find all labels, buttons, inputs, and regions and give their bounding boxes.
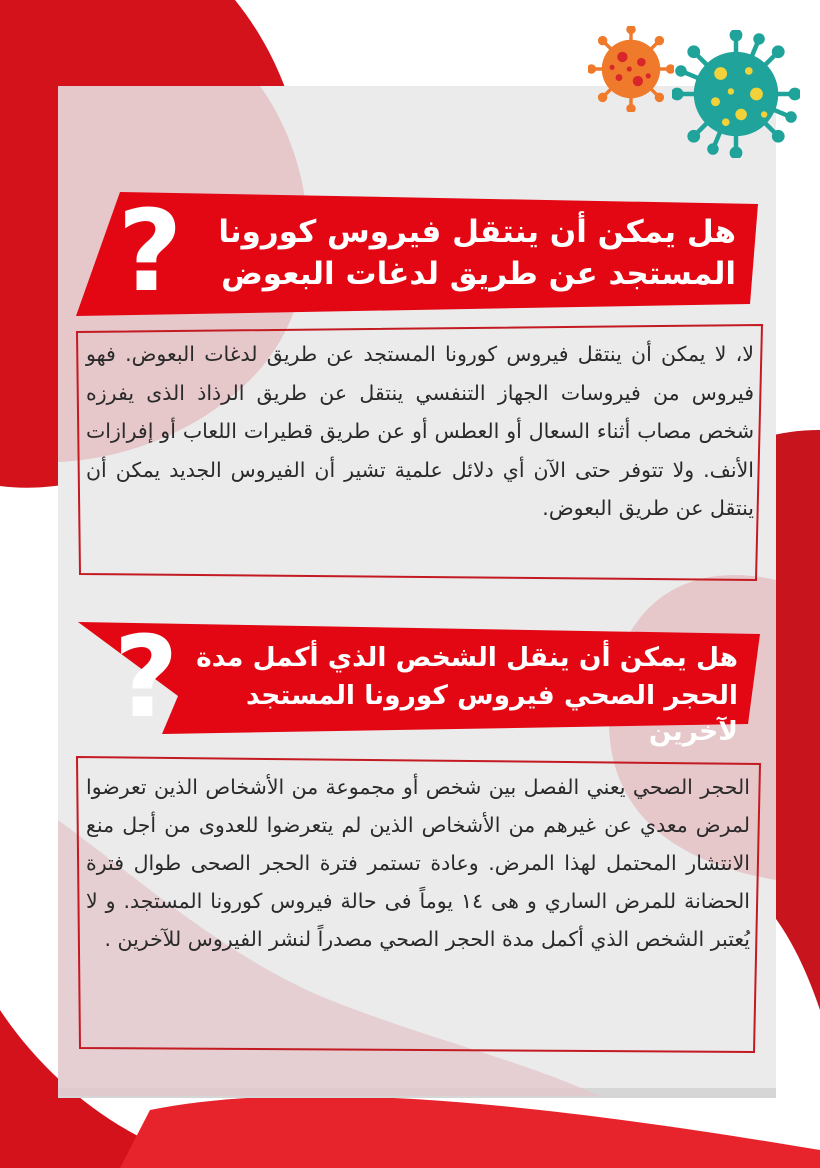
answer-1-text: لا، لا يمكن أن ينتقل فيروس كورونا المستجد عن طريق لدغات البعوض. فهو فيروس من فيروسات الجهاز التنفسي ينتقل عن طريق الرذاذ الذى يفرزه شخص مصاب أثناء السعال أو العطس أو عن طريق قطيرات اللعاب أو إفرازات الأنف. ولا تتوفر حتى الآن أي دلائل علمية تشير أن الفيروس الجديد يمكن أن ينتقل عن طريق البعوض.	[86, 342, 754, 520]
question-1-line-2: المستجد عن طريق لدغات البعوض	[221, 256, 736, 292]
question-2-line-2: الحجر الصحي فيروس كورونا المستجد لآخرين	[245, 680, 738, 747]
red-wave-bottom	[120, 1096, 820, 1168]
answer-2-text: الحجر الصحي يعني الفصل بين شخص أو مجموعة من الأشخاص الذين تعرضوا لمرض معدي عن غيرهم من الأشخاص الذين لم يتعرضوا للعدوى من أجل منع الانتشار المحتمل لهذا المرض. وعادة تستمر فترة الحجر الصحى طوال فترة الحضانة للمرض الساري و هى ١٤ يوماً فى حالة فيروس كورونا المستجد. و لا يُعتبر الشخص الذي أكمل مدة الحجر الصحي مصدراً لنشر الفيروس للآخرين .	[86, 775, 750, 951]
question-mark-icon: ?	[113, 613, 179, 743]
virus-teal-icon	[672, 30, 800, 158]
question-1-line-1: هل يمكن أن ينتقل فيروس كورونا	[218, 214, 736, 250]
virus-orange-icon	[588, 26, 674, 112]
question-2-line-1: هل يمكن أن ينقل الشخص الذي أكمل مدة	[196, 642, 738, 673]
question-mark-icon: ?	[117, 187, 183, 317]
